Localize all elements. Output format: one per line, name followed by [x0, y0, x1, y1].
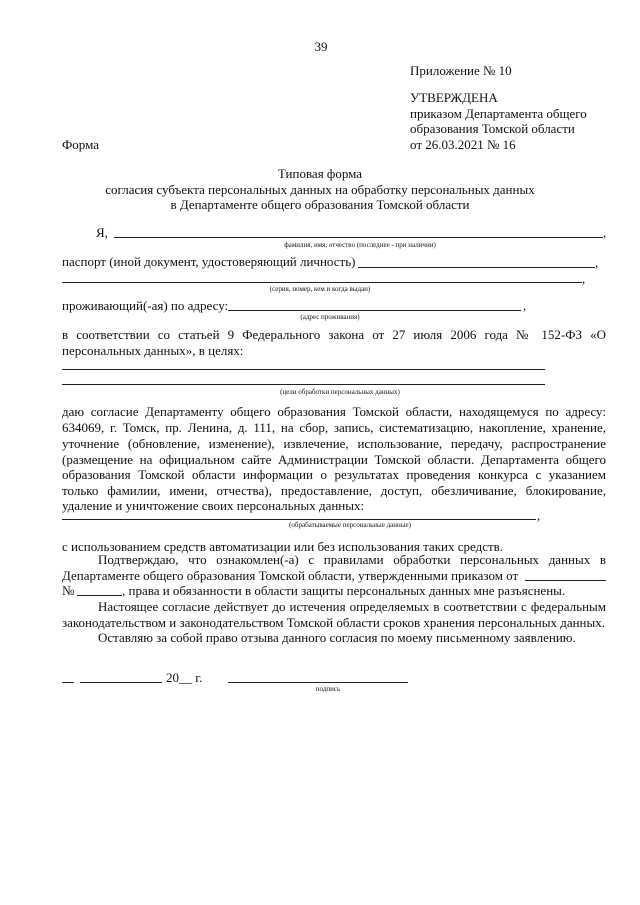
passport-comma: , [595, 255, 599, 270]
approved-label: УТВЕРЖДЕНА [410, 90, 498, 105]
approved-line-3: от 26.03.2021 № 16 [410, 137, 516, 152]
consent-line: только фамилии, имени, отчества), предоставление, доступ, обезличивание, блокирование, [62, 483, 606, 498]
date-year-label: 20__ г. [166, 670, 203, 685]
passport-label: паспорт (иной документ, удостоверяющий личность) [62, 254, 356, 269]
purpose-hint: (цели обработки персональных данных) [280, 388, 400, 396]
form-label: Форма [62, 137, 99, 152]
approved-line-1: приказом Департамента общего [410, 106, 587, 121]
validity-line-1: Настоящее согласие действует до истечения определяемых в соответствии с федеральным [98, 599, 606, 614]
consent-line: даю согласие Департаменту общего образования Томской области, находящемуся по адресу: [62, 404, 606, 419]
signature-hint: подпись [315, 685, 341, 693]
date-day-field[interactable] [62, 682, 74, 683]
date-month-field[interactable] [80, 682, 162, 683]
consent-line: 634069, г. Томск, пр. Ленина, д. 111, на сбор, запись, систематизацию, накопление, хранение, [62, 420, 606, 435]
address-comma: , [523, 298, 527, 313]
automation-line: с использованием средств автоматизации или без использования таких средств. [62, 539, 504, 554]
passport-field-2[interactable] [62, 282, 582, 283]
fio-comma: , [603, 225, 607, 240]
fio-field[interactable] [114, 237, 603, 238]
approved-line-2: образования Томской области [410, 121, 575, 136]
passport-hint: (серия, номер, кем и когда выдан) [269, 285, 371, 293]
personal-data-field[interactable] [62, 519, 536, 520]
passport-comma-2: , [582, 271, 586, 286]
consent-line: (размещение на официальном сайте Администрации Томской области. Департамента общего [62, 452, 606, 467]
title-line-3: в Департаменте общего образования Томской области [170, 197, 470, 212]
validity-line-2: законодательством и законодательством Томской области сроков хранения персональных данных. [62, 615, 605, 630]
order-number-field[interactable] [77, 595, 122, 596]
address-label: проживающий(-ая) по адресу: [62, 298, 229, 313]
order-date-field[interactable] [525, 580, 606, 581]
revoke-line: Оставляю за собой право отзыва данного согласия по моему письменному заявлению. [98, 630, 576, 645]
personal-data-comma: , [537, 508, 541, 523]
confirm-line-3: , права и обязанности в области защиты персональных данных мне разъяснены. [122, 583, 566, 598]
confirm-number-sign: № [62, 583, 75, 598]
consent-line-last: удаление и уничтожение своих персональных данных: [62, 498, 365, 513]
signature-field[interactable] [228, 682, 408, 683]
fio-hint: фамилия, имя, отчество (последнее - при наличии) [284, 241, 436, 249]
consent-line: уточнение (обновление, изменение), извлечение, использование, передачу, распространение [62, 436, 606, 451]
personal-data-hint: (обрабатываемые персональные данные) [289, 521, 411, 529]
address-hint: (адрес проживания) [300, 313, 360, 321]
purpose-field-2[interactable] [62, 384, 545, 385]
purpose-line-2: персональных данных», в целях: [62, 343, 244, 358]
purpose-field-1[interactable] [62, 369, 545, 370]
i-label: Я, [96, 225, 108, 240]
consent-line: образования Томской области информации о результатах проведения конкурса с указанием [62, 467, 606, 482]
appendix-label: Приложение № 10 [410, 63, 512, 78]
address-field[interactable] [228, 310, 521, 311]
title-line-1: Типовая форма [277, 166, 363, 181]
passport-field[interactable] [358, 267, 595, 268]
purpose-line-1: в соответствии со статьей 9 Федерального закона от 27 июля 2006 года № 152-ФЗ «О [62, 327, 606, 342]
confirm-line-1: Подтверждаю, что ознакомлен(-а) с правилами обработки персональных данных в [98, 552, 606, 567]
page-number: 39 [314, 39, 328, 54]
title-line-2: согласия субъекта персональных данных на обработку персональных данных [105, 182, 535, 197]
confirm-line-2: Департаменте общего образования Томской области, утвержденными приказом от [62, 568, 519, 583]
